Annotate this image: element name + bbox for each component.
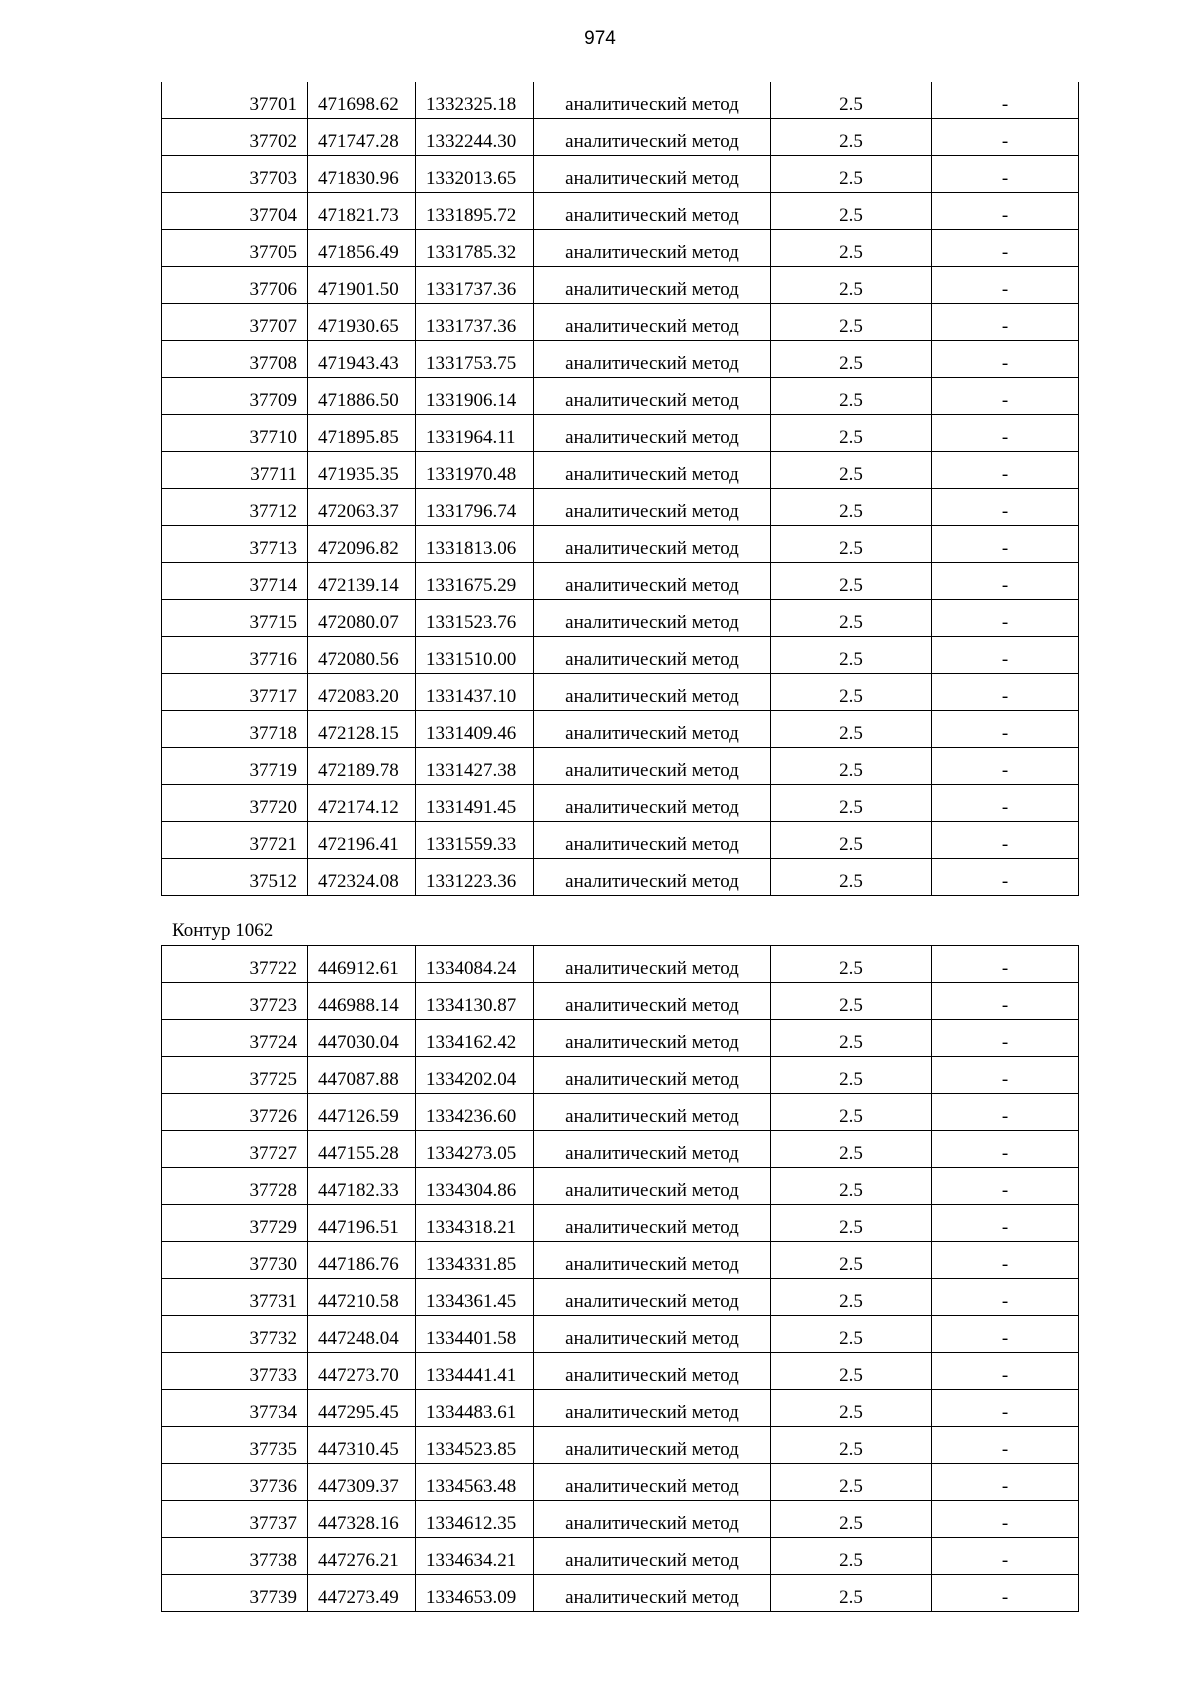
point-number-cell: 37736 xyxy=(162,1464,308,1501)
method-cell: аналитический метод xyxy=(534,859,771,896)
table-row xyxy=(162,1464,1079,1501)
x-coordinate-cell: 472083.20 xyxy=(308,674,416,711)
coordinates-table-1-body xyxy=(162,82,1079,896)
precision-cell: 2.5 xyxy=(771,1501,932,1538)
method-cell: аналитический метод xyxy=(534,563,771,600)
precision-cell: 2.5 xyxy=(771,1057,932,1094)
x-coordinate-cell: 447186.76 xyxy=(308,1242,416,1279)
method-cell: аналитический метод xyxy=(534,674,771,711)
point-number-cell: 37735 xyxy=(162,1427,308,1464)
table-row xyxy=(162,193,1079,230)
point-number-cell: 37512 xyxy=(162,859,308,896)
precision-cell: 2.5 xyxy=(771,711,932,748)
method-cell: аналитический метод xyxy=(534,1057,771,1094)
x-coordinate-cell: 472063.37 xyxy=(308,489,416,526)
method-cell: аналитический метод xyxy=(534,119,771,156)
table-row xyxy=(162,674,1079,711)
table-row xyxy=(162,1094,1079,1131)
method-cell: аналитический метод xyxy=(534,711,771,748)
point-number-cell: 37718 xyxy=(162,711,308,748)
table-row xyxy=(162,1279,1079,1316)
note-cell: - xyxy=(932,415,1079,452)
precision-cell: 2.5 xyxy=(771,526,932,563)
y-coordinate-cell: 1334401.58 xyxy=(416,1316,534,1353)
x-coordinate-cell: 447310.45 xyxy=(308,1427,416,1464)
precision-cell: 2.5 xyxy=(771,378,932,415)
point-number-cell: 37727 xyxy=(162,1131,308,1168)
table-row xyxy=(162,1020,1079,1057)
table-row xyxy=(162,748,1079,785)
table-row xyxy=(162,526,1079,563)
table-row xyxy=(162,711,1079,748)
precision-cell: 2.5 xyxy=(771,230,932,267)
point-number-cell: 37726 xyxy=(162,1094,308,1131)
y-coordinate-cell: 1331491.45 xyxy=(416,785,534,822)
table-row xyxy=(162,859,1079,896)
table-row xyxy=(162,1538,1079,1575)
y-coordinate-cell: 1334162.42 xyxy=(416,1020,534,1057)
table-row xyxy=(162,415,1079,452)
y-coordinate-cell: 1331510.00 xyxy=(416,637,534,674)
x-coordinate-cell: 446988.14 xyxy=(308,983,416,1020)
y-coordinate-cell: 1334634.21 xyxy=(416,1538,534,1575)
note-cell: - xyxy=(932,1464,1079,1501)
method-cell: аналитический метод xyxy=(534,452,771,489)
x-coordinate-cell: 471747.28 xyxy=(308,119,416,156)
table-row xyxy=(162,304,1079,341)
y-coordinate-cell: 1331753.75 xyxy=(416,341,534,378)
note-cell: - xyxy=(932,1575,1079,1612)
y-coordinate-cell: 1334304.86 xyxy=(416,1168,534,1205)
coordinates-table-2 xyxy=(161,945,1079,1612)
point-number-cell: 37714 xyxy=(162,563,308,600)
note-cell: - xyxy=(932,1242,1079,1279)
method-cell: аналитический метод xyxy=(534,304,771,341)
note-cell: - xyxy=(932,1316,1079,1353)
note-cell: - xyxy=(932,119,1079,156)
method-cell: аналитический метод xyxy=(534,1020,771,1057)
x-coordinate-cell: 447273.49 xyxy=(308,1575,416,1612)
x-coordinate-cell: 447126.59 xyxy=(308,1094,416,1131)
method-cell: аналитический метод xyxy=(534,1575,771,1612)
note-cell: - xyxy=(932,1131,1079,1168)
note-cell: - xyxy=(932,1390,1079,1427)
x-coordinate-cell: 472080.07 xyxy=(308,600,416,637)
note-cell: - xyxy=(932,1057,1079,1094)
precision-cell: 2.5 xyxy=(771,1279,932,1316)
note-cell: - xyxy=(932,82,1079,119)
method-cell: аналитический метод xyxy=(534,983,771,1020)
precision-cell: 2.5 xyxy=(771,193,932,230)
method-cell: аналитический метод xyxy=(534,1316,771,1353)
y-coordinate-cell: 1331427.38 xyxy=(416,748,534,785)
y-coordinate-cell: 1331437.10 xyxy=(416,674,534,711)
precision-cell: 2.5 xyxy=(771,452,932,489)
table-row xyxy=(162,563,1079,600)
x-coordinate-cell: 472324.08 xyxy=(308,859,416,896)
x-coordinate-cell: 447196.51 xyxy=(308,1205,416,1242)
table-row xyxy=(162,230,1079,267)
y-coordinate-cell: 1332244.30 xyxy=(416,119,534,156)
method-cell: аналитический метод xyxy=(534,1501,771,1538)
x-coordinate-cell: 447087.88 xyxy=(308,1057,416,1094)
point-number-cell: 37703 xyxy=(162,156,308,193)
x-coordinate-cell: 447182.33 xyxy=(308,1168,416,1205)
precision-cell: 2.5 xyxy=(771,1575,932,1612)
note-cell: - xyxy=(932,1279,1079,1316)
table-row xyxy=(162,1205,1079,1242)
note-cell: - xyxy=(932,1538,1079,1575)
point-number-cell: 37725 xyxy=(162,1057,308,1094)
table-row xyxy=(162,489,1079,526)
precision-cell: 2.5 xyxy=(771,859,932,896)
precision-cell: 2.5 xyxy=(771,1242,932,1279)
note-cell: - xyxy=(932,1094,1079,1131)
method-cell: аналитический метод xyxy=(534,1242,771,1279)
point-number-cell: 37738 xyxy=(162,1538,308,1575)
x-coordinate-cell: 447273.70 xyxy=(308,1353,416,1390)
x-coordinate-cell: 446912.61 xyxy=(308,946,416,983)
table-row xyxy=(162,119,1079,156)
note-cell: - xyxy=(932,378,1079,415)
x-coordinate-cell: 472189.78 xyxy=(308,748,416,785)
precision-cell: 2.5 xyxy=(771,1094,932,1131)
note-cell: - xyxy=(932,1427,1079,1464)
note-cell: - xyxy=(932,230,1079,267)
method-cell: аналитический метод xyxy=(534,230,771,267)
point-number-cell: 37706 xyxy=(162,267,308,304)
point-number-cell: 37721 xyxy=(162,822,308,859)
note-cell: - xyxy=(932,1205,1079,1242)
point-number-cell: 37729 xyxy=(162,1205,308,1242)
method-cell: аналитический метод xyxy=(534,156,771,193)
coordinates-table-2-body xyxy=(162,946,1079,1612)
precision-cell: 2.5 xyxy=(771,600,932,637)
y-coordinate-cell: 1331737.36 xyxy=(416,304,534,341)
precision-cell: 2.5 xyxy=(771,946,932,983)
y-coordinate-cell: 1331895.72 xyxy=(416,193,534,230)
precision-cell: 2.5 xyxy=(771,674,932,711)
x-coordinate-cell: 471895.85 xyxy=(308,415,416,452)
method-cell: аналитический метод xyxy=(534,1464,771,1501)
note-cell: - xyxy=(932,859,1079,896)
note-cell: - xyxy=(932,983,1079,1020)
table-row xyxy=(162,1390,1079,1427)
precision-cell: 2.5 xyxy=(771,983,932,1020)
x-coordinate-cell: 447328.16 xyxy=(308,1501,416,1538)
point-number-cell: 37731 xyxy=(162,1279,308,1316)
y-coordinate-cell: 1331223.36 xyxy=(416,859,534,896)
table-row xyxy=(162,637,1079,674)
x-coordinate-cell: 471930.65 xyxy=(308,304,416,341)
table-row xyxy=(162,1316,1079,1353)
point-number-cell: 37707 xyxy=(162,304,308,341)
table-row xyxy=(162,378,1079,415)
method-cell: аналитический метод xyxy=(534,1390,771,1427)
precision-cell: 2.5 xyxy=(771,1427,932,1464)
method-cell: аналитический метод xyxy=(534,600,771,637)
point-number-cell: 37708 xyxy=(162,341,308,378)
y-coordinate-cell: 1334483.61 xyxy=(416,1390,534,1427)
method-cell: аналитический метод xyxy=(534,1538,771,1575)
method-cell: аналитический метод xyxy=(534,193,771,230)
x-coordinate-cell: 447210.58 xyxy=(308,1279,416,1316)
y-coordinate-cell: 1331559.33 xyxy=(416,822,534,859)
precision-cell: 2.5 xyxy=(771,1390,932,1427)
x-coordinate-cell: 471901.50 xyxy=(308,267,416,304)
method-cell: аналитический метод xyxy=(534,1353,771,1390)
note-cell: - xyxy=(932,600,1079,637)
note-cell: - xyxy=(932,748,1079,785)
y-coordinate-cell: 1334523.85 xyxy=(416,1427,534,1464)
point-number-cell: 37715 xyxy=(162,600,308,637)
y-coordinate-cell: 1331796.74 xyxy=(416,489,534,526)
point-number-cell: 37739 xyxy=(162,1575,308,1612)
note-cell: - xyxy=(932,711,1079,748)
y-coordinate-cell: 1334236.60 xyxy=(416,1094,534,1131)
point-number-cell: 37701 xyxy=(162,82,308,119)
contour-label: Контур 1062 xyxy=(172,920,274,941)
x-coordinate-cell: 471935.35 xyxy=(308,452,416,489)
x-coordinate-cell: 471821.73 xyxy=(308,193,416,230)
precision-cell: 2.5 xyxy=(771,822,932,859)
table-row xyxy=(162,1353,1079,1390)
point-number-cell: 37730 xyxy=(162,1242,308,1279)
method-cell: аналитический метод xyxy=(534,1094,771,1131)
precision-cell: 2.5 xyxy=(771,785,932,822)
x-coordinate-cell: 447155.28 xyxy=(308,1131,416,1168)
point-number-cell: 37716 xyxy=(162,637,308,674)
note-cell: - xyxy=(932,193,1079,230)
y-coordinate-cell: 1334202.04 xyxy=(416,1057,534,1094)
table-row xyxy=(162,1427,1079,1464)
table-row xyxy=(162,156,1079,193)
note-cell: - xyxy=(932,156,1079,193)
method-cell: аналитический метод xyxy=(534,1168,771,1205)
y-coordinate-cell: 1331813.06 xyxy=(416,526,534,563)
precision-cell: 2.5 xyxy=(771,304,932,341)
method-cell: аналитический метод xyxy=(534,1205,771,1242)
point-number-cell: 37733 xyxy=(162,1353,308,1390)
table-row xyxy=(162,785,1079,822)
x-coordinate-cell: 471856.49 xyxy=(308,230,416,267)
table-row xyxy=(162,1242,1079,1279)
point-number-cell: 37704 xyxy=(162,193,308,230)
point-number-cell: 37722 xyxy=(162,946,308,983)
x-coordinate-cell: 472080.56 xyxy=(308,637,416,674)
method-cell: аналитический метод xyxy=(534,267,771,304)
note-cell: - xyxy=(932,267,1079,304)
point-number-cell: 37723 xyxy=(162,983,308,1020)
method-cell: аналитический метод xyxy=(534,748,771,785)
precision-cell: 2.5 xyxy=(771,1464,932,1501)
x-coordinate-cell: 447030.04 xyxy=(308,1020,416,1057)
page-number: 974 xyxy=(584,28,616,49)
note-cell: - xyxy=(932,526,1079,563)
precision-cell: 2.5 xyxy=(771,82,932,119)
note-cell: - xyxy=(932,822,1079,859)
y-coordinate-cell: 1331523.76 xyxy=(416,600,534,637)
y-coordinate-cell: 1334653.09 xyxy=(416,1575,534,1612)
table-row xyxy=(162,983,1079,1020)
point-number-cell: 37732 xyxy=(162,1316,308,1353)
note-cell: - xyxy=(932,785,1079,822)
point-number-cell: 37709 xyxy=(162,378,308,415)
y-coordinate-cell: 1334612.35 xyxy=(416,1501,534,1538)
point-number-cell: 37719 xyxy=(162,748,308,785)
method-cell: аналитический метод xyxy=(534,1279,771,1316)
precision-cell: 2.5 xyxy=(771,563,932,600)
point-number-cell: 37713 xyxy=(162,526,308,563)
method-cell: аналитический метод xyxy=(534,1427,771,1464)
table-row xyxy=(162,341,1079,378)
y-coordinate-cell: 1334084.24 xyxy=(416,946,534,983)
x-coordinate-cell: 447248.04 xyxy=(308,1316,416,1353)
y-coordinate-cell: 1334130.87 xyxy=(416,983,534,1020)
method-cell: аналитический метод xyxy=(534,946,771,983)
table-row xyxy=(162,600,1079,637)
precision-cell: 2.5 xyxy=(771,1131,932,1168)
table-row xyxy=(162,452,1079,489)
note-cell: - xyxy=(932,1501,1079,1538)
method-cell: аналитический метод xyxy=(534,526,771,563)
precision-cell: 2.5 xyxy=(771,156,932,193)
note-cell: - xyxy=(932,1020,1079,1057)
point-number-cell: 37710 xyxy=(162,415,308,452)
x-coordinate-cell: 471698.62 xyxy=(308,82,416,119)
precision-cell: 2.5 xyxy=(771,415,932,452)
y-coordinate-cell: 1334563.48 xyxy=(416,1464,534,1501)
point-number-cell: 37724 xyxy=(162,1020,308,1057)
precision-cell: 2.5 xyxy=(771,1353,932,1390)
precision-cell: 2.5 xyxy=(771,1205,932,1242)
x-coordinate-cell: 447309.37 xyxy=(308,1464,416,1501)
y-coordinate-cell: 1334441.41 xyxy=(416,1353,534,1390)
table-row xyxy=(162,1575,1079,1612)
note-cell: - xyxy=(932,563,1079,600)
precision-cell: 2.5 xyxy=(771,1316,932,1353)
x-coordinate-cell: 472128.15 xyxy=(308,711,416,748)
point-number-cell: 37702 xyxy=(162,119,308,156)
table-row xyxy=(162,946,1079,983)
point-number-cell: 37711 xyxy=(162,452,308,489)
method-cell: аналитический метод xyxy=(534,1131,771,1168)
x-coordinate-cell: 471943.43 xyxy=(308,341,416,378)
note-cell: - xyxy=(932,674,1079,711)
y-coordinate-cell: 1331964.11 xyxy=(416,415,534,452)
precision-cell: 2.5 xyxy=(771,119,932,156)
x-coordinate-cell: 447276.21 xyxy=(308,1538,416,1575)
note-cell: - xyxy=(932,452,1079,489)
y-coordinate-cell: 1331970.48 xyxy=(416,452,534,489)
precision-cell: 2.5 xyxy=(771,267,932,304)
point-number-cell: 37728 xyxy=(162,1168,308,1205)
x-coordinate-cell: 447295.45 xyxy=(308,1390,416,1427)
point-number-cell: 37717 xyxy=(162,674,308,711)
note-cell: - xyxy=(932,637,1079,674)
table-row xyxy=(162,822,1079,859)
precision-cell: 2.5 xyxy=(771,1538,932,1575)
table-row xyxy=(162,1168,1079,1205)
y-coordinate-cell: 1331737.36 xyxy=(416,267,534,304)
y-coordinate-cell: 1331409.46 xyxy=(416,711,534,748)
method-cell: аналитический метод xyxy=(534,415,771,452)
method-cell: аналитический метод xyxy=(534,785,771,822)
point-number-cell: 37737 xyxy=(162,1501,308,1538)
note-cell: - xyxy=(932,1353,1079,1390)
note-cell: - xyxy=(932,304,1079,341)
y-coordinate-cell: 1331906.14 xyxy=(416,378,534,415)
method-cell: аналитический метод xyxy=(534,822,771,859)
x-coordinate-cell: 472196.41 xyxy=(308,822,416,859)
x-coordinate-cell: 472174.12 xyxy=(308,785,416,822)
y-coordinate-cell: 1334361.45 xyxy=(416,1279,534,1316)
precision-cell: 2.5 xyxy=(771,1020,932,1057)
point-number-cell: 37734 xyxy=(162,1390,308,1427)
precision-cell: 2.5 xyxy=(771,637,932,674)
precision-cell: 2.5 xyxy=(771,748,932,785)
point-number-cell: 37712 xyxy=(162,489,308,526)
note-cell: - xyxy=(932,1168,1079,1205)
y-coordinate-cell: 1334331.85 xyxy=(416,1242,534,1279)
precision-cell: 2.5 xyxy=(771,1168,932,1205)
y-coordinate-cell: 1334318.21 xyxy=(416,1205,534,1242)
method-cell: аналитический метод xyxy=(534,489,771,526)
x-coordinate-cell: 471886.50 xyxy=(308,378,416,415)
x-coordinate-cell: 471830.96 xyxy=(308,156,416,193)
precision-cell: 2.5 xyxy=(771,489,932,526)
y-coordinate-cell: 1332013.65 xyxy=(416,156,534,193)
coordinates-table-1 xyxy=(161,82,1079,896)
table-row xyxy=(162,82,1079,119)
note-cell: - xyxy=(932,341,1079,378)
x-coordinate-cell: 472096.82 xyxy=(308,526,416,563)
table-row xyxy=(162,1131,1079,1168)
table-row xyxy=(162,1057,1079,1094)
y-coordinate-cell: 1331675.29 xyxy=(416,563,534,600)
point-number-cell: 37720 xyxy=(162,785,308,822)
method-cell: аналитический метод xyxy=(534,82,771,119)
x-coordinate-cell: 472139.14 xyxy=(308,563,416,600)
point-number-cell: 37705 xyxy=(162,230,308,267)
method-cell: аналитический метод xyxy=(534,378,771,415)
table-row xyxy=(162,267,1079,304)
method-cell: аналитический метод xyxy=(534,637,771,674)
y-coordinate-cell: 1334273.05 xyxy=(416,1131,534,1168)
method-cell: аналитический метод xyxy=(534,341,771,378)
table-row xyxy=(162,1501,1079,1538)
note-cell: - xyxy=(932,489,1079,526)
y-coordinate-cell: 1331785.32 xyxy=(416,230,534,267)
y-coordinate-cell: 1332325.18 xyxy=(416,82,534,119)
precision-cell: 2.5 xyxy=(771,341,932,378)
note-cell: - xyxy=(932,946,1079,983)
